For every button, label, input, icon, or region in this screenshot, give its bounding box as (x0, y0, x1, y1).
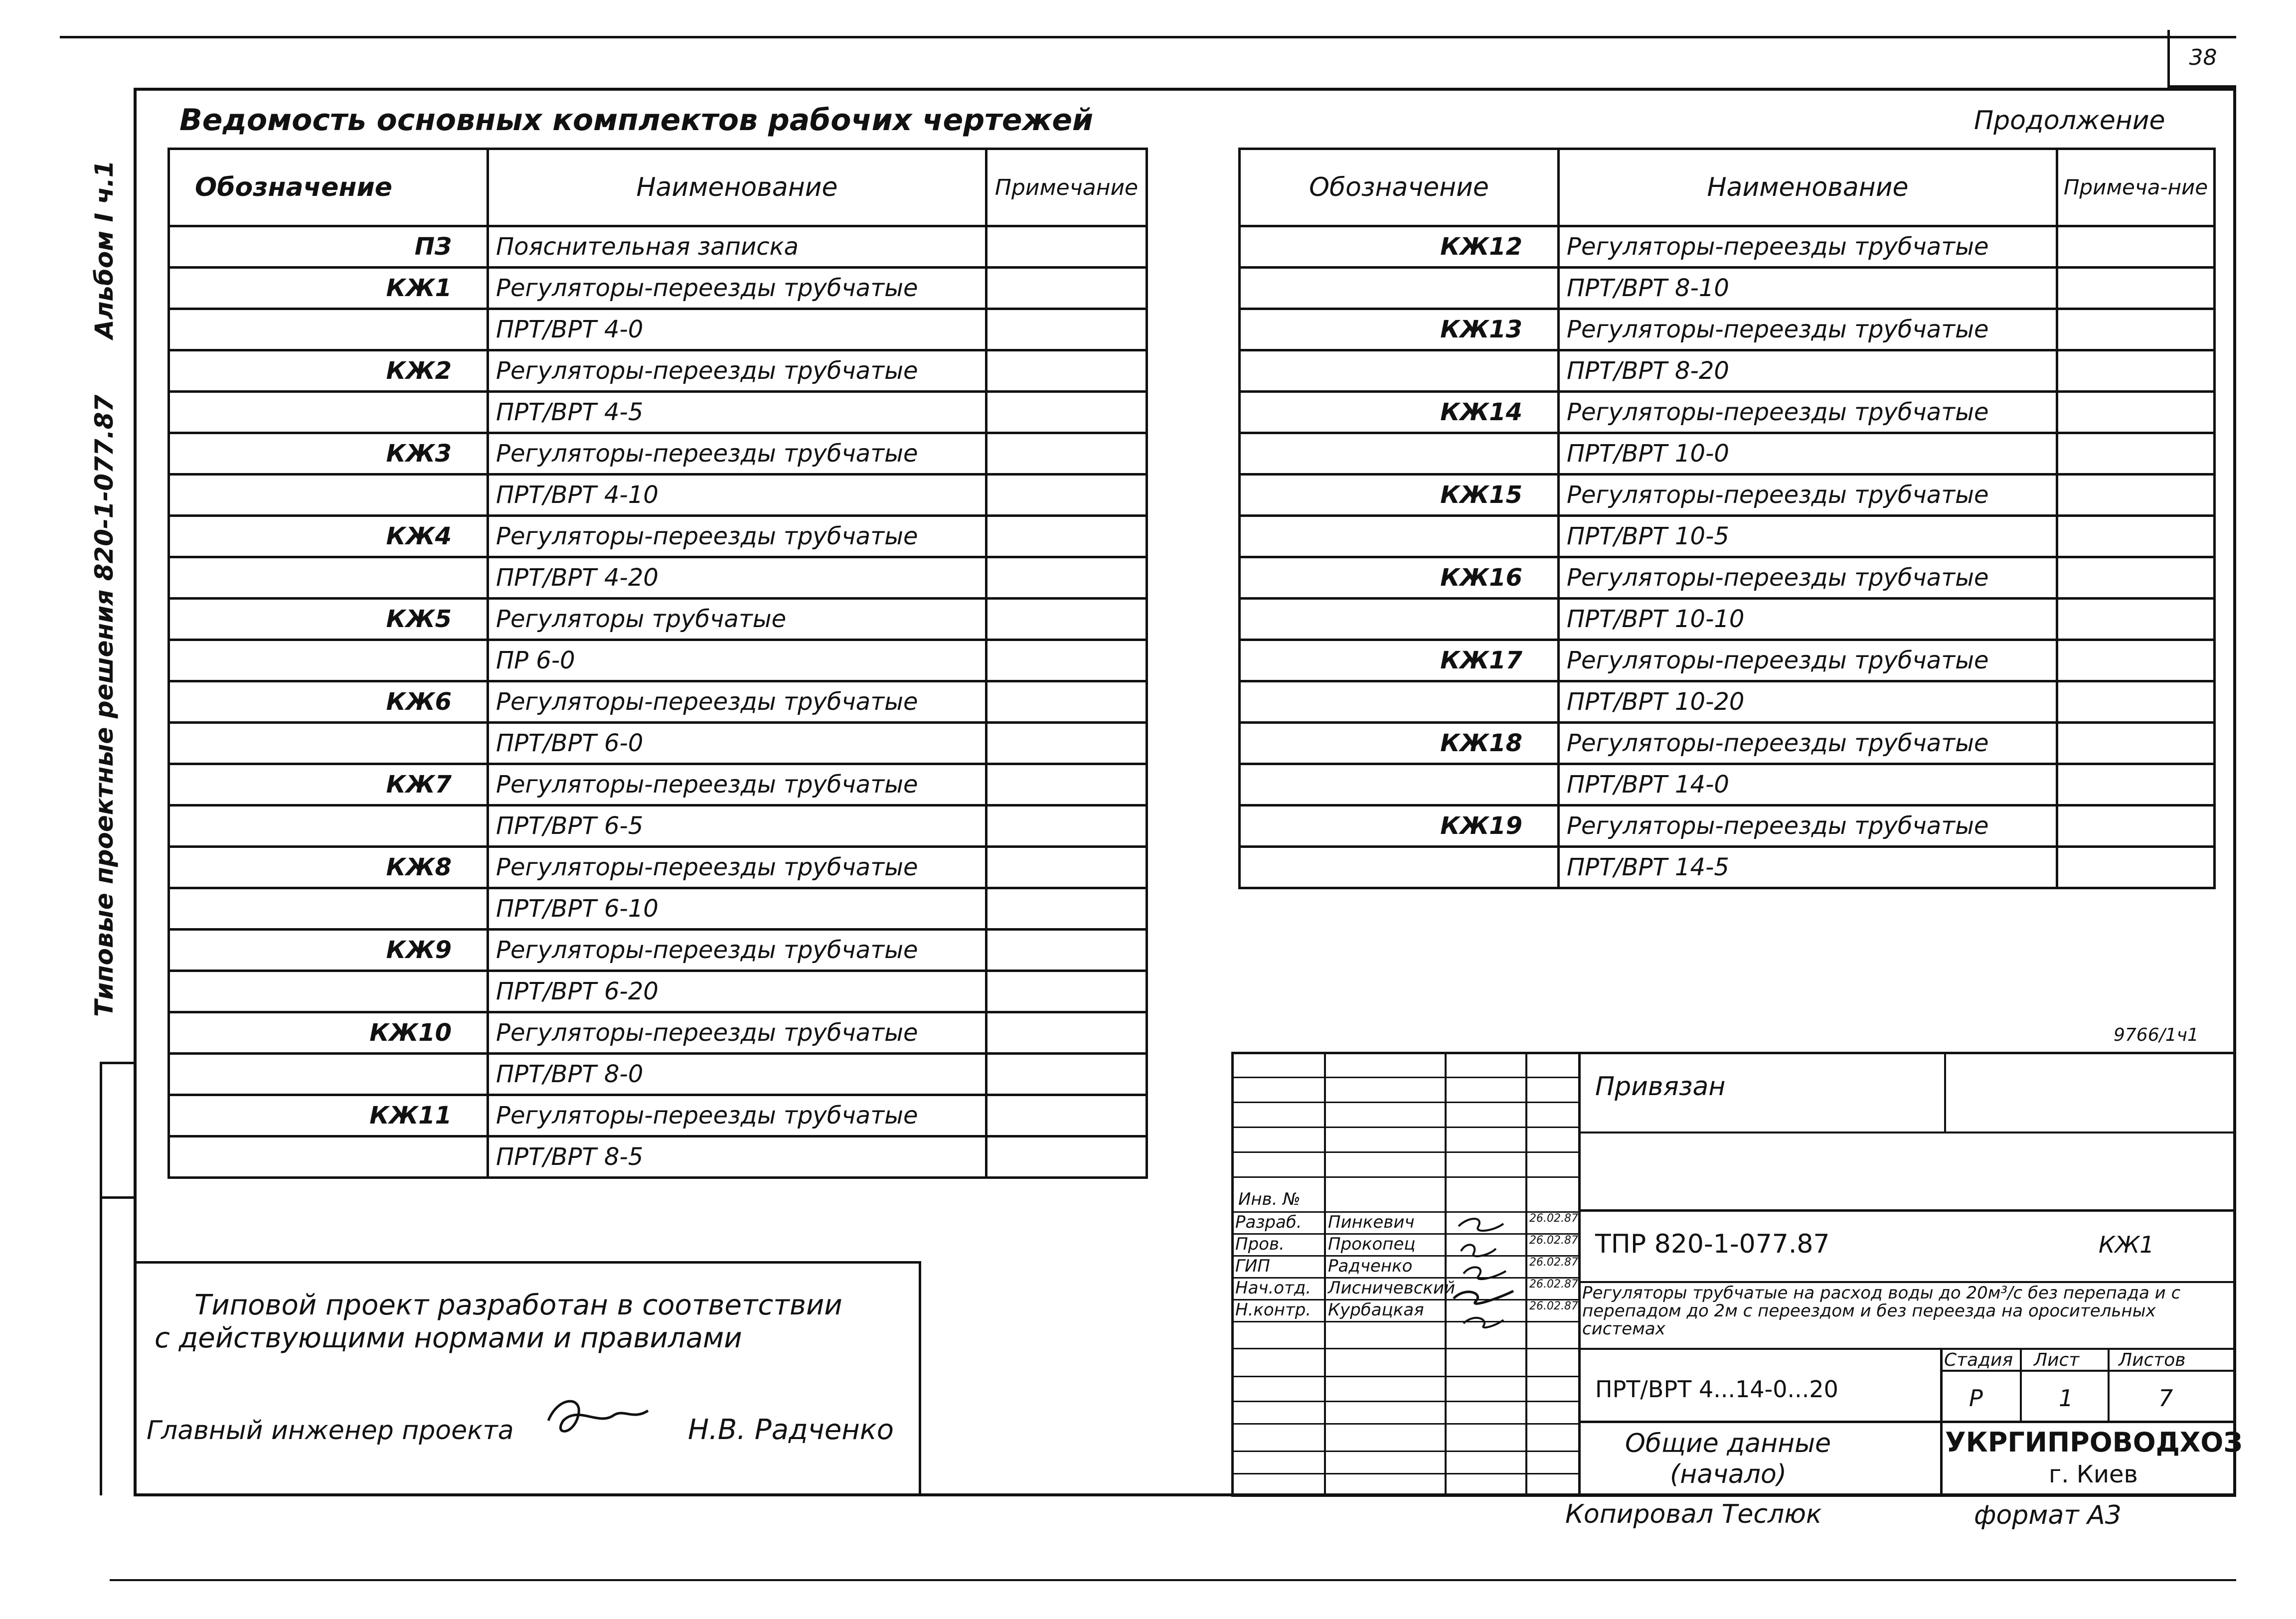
row-code (1240, 516, 1559, 557)
row-code: КЖ6 (169, 681, 488, 723)
tb-grid-line (1231, 1321, 1580, 1322)
copied-by: Копировал Теслюк (1565, 1499, 1822, 1529)
row-note (2057, 392, 2215, 433)
table-row (169, 599, 1147, 640)
drawings-list-table-right (1238, 148, 2216, 889)
margin-stamp-box-left (100, 1062, 102, 1495)
row-note (986, 1054, 1147, 1095)
table-row (169, 1095, 1147, 1136)
tb-privyazan-split (1944, 1052, 1946, 1133)
format-label: формат А3 (1974, 1500, 2122, 1530)
row-note (986, 392, 1147, 433)
row-name: ПРТ/ВРТ 4-10 (488, 475, 986, 516)
table-row (1240, 557, 2215, 599)
row-code: КЖ8 (169, 847, 488, 888)
row-note (986, 557, 1147, 599)
bottom-rule (110, 1579, 2236, 1581)
margin-stamp-box-bottom (100, 1196, 134, 1199)
row-name: ПРТ/ВРТ 6-5 (488, 806, 986, 847)
table-row (169, 557, 1147, 599)
row-name: Пояснительная записка (488, 226, 986, 268)
row-note (986, 640, 1147, 681)
row-name: Регуляторы-переезды трубчатые (488, 1095, 986, 1136)
table-row (1240, 516, 2215, 557)
table-row (1240, 392, 2215, 433)
table-row (169, 350, 1147, 392)
table-row (169, 764, 1147, 806)
row-name: ПРТ/ВРТ 10-5 (1559, 516, 2057, 557)
row-note (986, 723, 1147, 764)
row-note (986, 350, 1147, 392)
row-note (2057, 516, 2215, 557)
row-note (986, 309, 1147, 350)
row-code: КЖ7 (169, 764, 488, 806)
tb-v2 (1445, 1052, 1447, 1496)
row-code: КЖ11 (169, 1095, 488, 1136)
stage-value: Р (1969, 1385, 1983, 1412)
tb-left (1231, 1052, 1234, 1496)
table-row (169, 309, 1147, 350)
note-line-2: с действующими нормами и правилами (155, 1322, 742, 1354)
row-name: Регуляторы-переезды трубчатые (1559, 806, 2057, 847)
row-code: КЖ13 (1240, 309, 1559, 350)
row-code (169, 971, 488, 1012)
table-row (1240, 640, 2215, 681)
sheet-title-line-1: Общие данные (1625, 1429, 1831, 1458)
row-name: ПРТ/ВРТ 10-10 (1559, 599, 2057, 640)
staff-role: Н.контр. (1235, 1300, 1312, 1320)
row-name: Регуляторы трубчатые (488, 599, 986, 640)
row-name: ПРТ/ВРТ 14-0 (1559, 764, 2057, 806)
chief-engineer-name: Н.В. Радченко (688, 1414, 894, 1446)
table-row (169, 930, 1147, 971)
table-row (1240, 806, 2215, 847)
staff-role: Пров. (1235, 1234, 1285, 1254)
row-note (2057, 640, 2215, 681)
header-code: Обозначение (1240, 149, 1559, 226)
row-code: КЖ4 (169, 516, 488, 557)
row-note (986, 1095, 1147, 1136)
row-code (169, 888, 488, 930)
row-name: Регуляторы-переезды трубчатые (1559, 392, 2057, 433)
table-row (1240, 723, 2215, 764)
row-note (2057, 350, 2215, 392)
row-code (1240, 599, 1559, 640)
row-name: ПРТ/ВРТ 6-0 (488, 723, 986, 764)
row-name: ПРТ/ВРТ 8-0 (488, 1054, 986, 1095)
staff-role: ГИП (1235, 1256, 1270, 1276)
document-code: ТПР 820-1-077.87 (1595, 1229, 1830, 1259)
staff-name: Курбацкая (1328, 1300, 1424, 1320)
row-code (169, 640, 488, 681)
table-row (169, 806, 1147, 847)
table-row (169, 723, 1147, 764)
row-code: КЖ15 (1240, 475, 1559, 516)
row-name: Регуляторы-переезды трубчатые (1559, 309, 2057, 350)
row-name: ПРТ/ВРТ 6-10 (488, 888, 986, 930)
privyazan-label: Привязан (1595, 1072, 1726, 1102)
note-line-1: Типовой проект разработан в соответствии (194, 1289, 842, 1321)
table-row (1240, 433, 2215, 475)
table-row (1240, 599, 2215, 640)
organization-city: г. Киев (2049, 1460, 2138, 1488)
row-note (986, 930, 1147, 971)
row-note (2057, 681, 2215, 723)
archive-number: 9766/1ч1 (2114, 1025, 2199, 1045)
row-note (986, 1012, 1147, 1054)
table-row (1240, 268, 2215, 309)
row-code (169, 806, 488, 847)
table-row (169, 1136, 1147, 1178)
staff-role: Нач.отд. (1235, 1278, 1312, 1298)
stage-label: Стадия (1944, 1350, 2013, 1370)
tb-grid-line (1231, 1423, 1580, 1425)
table-row (169, 971, 1147, 1012)
row-note (986, 806, 1147, 847)
row-name: ПРТ/ВРТ 8-5 (488, 1136, 986, 1178)
inventory-number-label: Инв. № (1238, 1189, 1301, 1209)
album-label: Альбом I ч.1 (90, 160, 119, 339)
tb-grid-line (1231, 1102, 1580, 1103)
row-note (986, 516, 1147, 557)
row-code: КЖ3 (169, 433, 488, 475)
row-code (169, 1136, 488, 1178)
row-code: КЖ18 (1240, 723, 1559, 764)
tb-privyazan-bottom (1578, 1132, 2236, 1133)
row-code (169, 1054, 488, 1095)
row-note (986, 888, 1147, 930)
table-header-row (169, 149, 1147, 226)
tb-grid-line (1231, 1401, 1580, 1402)
tb-grid-line (1231, 1176, 1580, 1178)
row-name: Регуляторы-переезды трубчатые (1559, 475, 2057, 516)
row-note (986, 433, 1147, 475)
row-name: Регуляторы-переезды трубчатые (488, 1012, 986, 1054)
table-row (169, 268, 1147, 309)
row-code (1240, 433, 1559, 475)
table-row (169, 516, 1147, 557)
set-code: КЖ1 (2099, 1231, 2154, 1258)
staff-date: 26.02.87 (1529, 1256, 1578, 1269)
row-note (986, 226, 1147, 268)
row-name: Регуляторы-переезды трубчатые (488, 433, 986, 475)
row-code: КЖ5 (169, 599, 488, 640)
row-name: Регуляторы-переезды трубчатые (488, 268, 986, 309)
staff-date: 26.02.87 (1529, 1234, 1578, 1247)
row-note (2057, 599, 2215, 640)
drawings-list-table-left (167, 148, 1148, 1179)
header-name: Наименование (1559, 149, 2057, 226)
row-code: КЖ10 (169, 1012, 488, 1054)
tb-bottom (1231, 1494, 2236, 1497)
row-code: КЖ17 (1240, 640, 1559, 681)
tb-v3 (1525, 1052, 1527, 1496)
row-note (986, 847, 1147, 888)
staff-date: 26.02.87 (1529, 1300, 1578, 1312)
row-code: КЖ9 (169, 930, 488, 971)
row-code (169, 723, 488, 764)
page-number: 38 (2167, 30, 2236, 88)
staff-date: 26.02.87 (1529, 1212, 1578, 1225)
tb-grid-line (1231, 1451, 1580, 1452)
row-name: ПРТ/ВРТ 4-20 (488, 557, 986, 599)
row-name: ПРТ/ВРТ 10-0 (1559, 433, 2057, 475)
row-name: ПРТ/ВРТ 8-10 (1559, 268, 2057, 309)
continuation-label: Продолжение (1974, 106, 2165, 136)
row-name: Регуляторы-переезды трубчатые (488, 516, 986, 557)
tb-grid-line (1231, 1473, 1580, 1474)
tb-stage-v1 (2020, 1348, 2022, 1423)
table-header-row (1240, 149, 2215, 226)
row-name: Регуляторы-переезды трубчатые (1559, 557, 2057, 599)
row-note (2057, 764, 2215, 806)
header-note: Примечание (986, 149, 1147, 226)
row-name: Регуляторы-переезды трубчатые (1559, 226, 2057, 268)
row-note (986, 268, 1147, 309)
row-note (986, 764, 1147, 806)
row-code (169, 557, 488, 599)
row-note (986, 971, 1147, 1012)
chief-engineer-label: Главный инженер проекта (147, 1416, 514, 1446)
table-row (169, 1012, 1147, 1054)
tb-top (1231, 1052, 2236, 1054)
staff-name: Радченко (1328, 1256, 1413, 1276)
title-block (1231, 1052, 2243, 1496)
staff-role: Разраб. (1235, 1212, 1302, 1232)
row-name: ПРТ/ВРТ 14-5 (1559, 847, 2057, 888)
row-name: ПРТ/ВРТ 6-20 (488, 971, 986, 1012)
row-code: КЖ12 (1240, 226, 1559, 268)
row-name: Регуляторы-переезды трубчатые (488, 930, 986, 971)
header-code: Обозначение (169, 149, 488, 226)
row-name: Регуляторы-переезды трубчатые (1559, 723, 2057, 764)
row-note (2057, 475, 2215, 516)
row-note (2057, 268, 2215, 309)
top-rule (60, 36, 2236, 38)
organization-name: УКРГИПРОВОДХОЗ (1945, 1427, 2243, 1458)
tb-grid-line (1231, 1127, 1580, 1128)
staff-signatures (1449, 1211, 1523, 1331)
row-code: КЖ16 (1240, 557, 1559, 599)
tb-grid-line (1231, 1077, 1580, 1078)
staff-date: 26.02.87 (1529, 1278, 1578, 1291)
table-row (1240, 475, 2215, 516)
tb-v1 (1324, 1052, 1326, 1496)
row-code: ПЗ (169, 226, 488, 268)
table-row (169, 681, 1147, 723)
table-row (1240, 226, 2215, 268)
item-designation: ПРТ/ВРТ 4...14-0...20 (1595, 1376, 1838, 1403)
tb-stage-v2 (2108, 1348, 2110, 1423)
row-note (2057, 557, 2215, 599)
row-code (169, 475, 488, 516)
tb-v4 (1578, 1052, 1581, 1496)
row-name: Регуляторы-переезды трубчатые (488, 847, 986, 888)
sheet-label: Лист (2034, 1350, 2080, 1370)
row-name: ПРТ/ВРТ 4-0 (488, 309, 986, 350)
row-code: КЖ1 (169, 268, 488, 309)
row-note (2057, 723, 2215, 764)
row-note (986, 475, 1147, 516)
table-row (169, 640, 1147, 681)
row-name: ПРТ/ВРТ 8-20 (1559, 350, 2057, 392)
row-note (986, 681, 1147, 723)
sheet-title: Ведомость основных комплектов рабочих чертежей (179, 103, 1094, 138)
table-row (169, 226, 1147, 268)
row-code (1240, 268, 1559, 309)
table-row (169, 392, 1147, 433)
table-row (169, 847, 1147, 888)
row-name: Регуляторы-переезды трубчатые (488, 350, 986, 392)
staff-name: Пинкевич (1328, 1212, 1415, 1232)
tb-grid-line (1231, 1376, 1580, 1377)
table-row (1240, 309, 2215, 350)
series-label: Типовые проектные решения 820-1-077.87 (90, 394, 119, 1017)
row-note (2057, 847, 2215, 888)
table-row (1240, 764, 2215, 806)
header-note: Примеча-ние (2057, 149, 2215, 226)
row-code (1240, 764, 1559, 806)
table-row (1240, 681, 2215, 723)
tb-code-top (1578, 1209, 2236, 1212)
table-row (1240, 847, 2215, 888)
staff-name: Прокопец (1328, 1234, 1416, 1254)
row-name: Регуляторы-переезды трубчатые (1559, 640, 2057, 681)
row-code: КЖ14 (1240, 392, 1559, 433)
row-name: Регуляторы-переезды трубчатые (488, 681, 986, 723)
row-code (1240, 350, 1559, 392)
table-row (169, 1054, 1147, 1095)
project-description: Регуляторы трубчатые на расход воды до 20м³/с без перепада и с перепадом до 2м с переездом и без переезда на оросительных системах (1582, 1283, 2181, 1339)
margin-stamp-box (100, 1062, 134, 1064)
row-note (2057, 433, 2215, 475)
row-name: ПРТ/ВРТ 10-20 (1559, 681, 2057, 723)
row-code (1240, 681, 1559, 723)
tb-item-bottom (1578, 1421, 2236, 1423)
chief-engineer-signature (538, 1386, 668, 1446)
row-code (169, 392, 488, 433)
sheet-value: 1 (2059, 1385, 2074, 1412)
table-row (169, 433, 1147, 475)
row-note (986, 599, 1147, 640)
row-note (2057, 226, 2215, 268)
sheets-label: Листов (2119, 1350, 2186, 1370)
row-note (2057, 806, 2215, 847)
row-code (169, 309, 488, 350)
row-note (2057, 309, 2215, 350)
row-name: Регуляторы-переезды трубчатые (488, 764, 986, 806)
table-row (1240, 350, 2215, 392)
sheet-title-line-2: (начало) (1670, 1459, 1787, 1489)
tb-grid-line (1231, 1151, 1580, 1153)
row-code: КЖ2 (169, 350, 488, 392)
row-code (1240, 847, 1559, 888)
tb-grid-line (1231, 1348, 1580, 1349)
row-name: ПР 6-0 (488, 640, 986, 681)
header-name: Наименование (488, 149, 986, 226)
table-row (169, 888, 1147, 930)
sheets-value: 7 (2158, 1385, 2173, 1412)
table-row (169, 475, 1147, 516)
row-name: ПРТ/ВРТ 4-5 (488, 392, 986, 433)
row-note (986, 1136, 1147, 1178)
row-code: КЖ19 (1240, 806, 1559, 847)
staff-name: Лисничевский (1328, 1278, 1456, 1298)
